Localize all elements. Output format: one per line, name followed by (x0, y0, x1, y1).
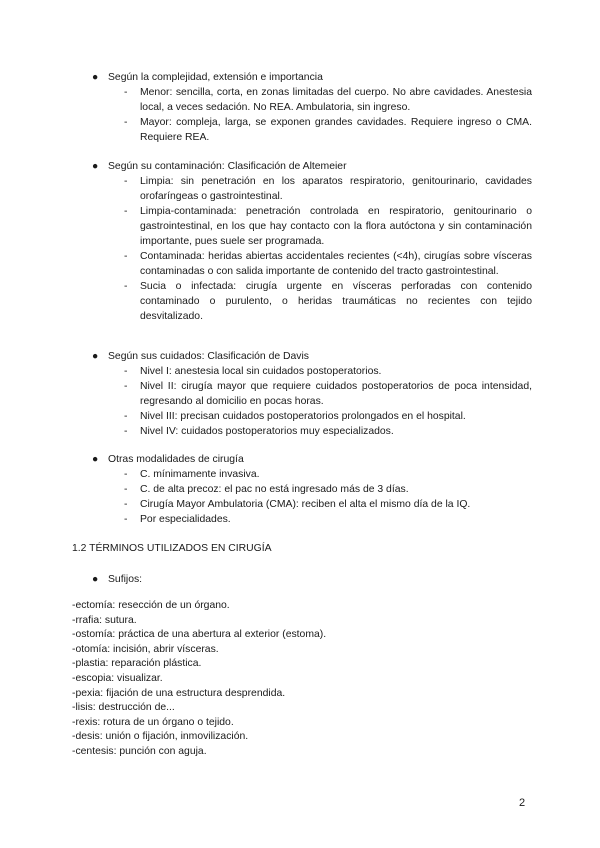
sub-list (92, 85, 532, 145)
list-item: - Por especialidades. (124, 514, 231, 525)
suffix-item: -ostomía: práctica de una abertura al exterior (estoma). (72, 629, 327, 641)
page-number: 2 (519, 797, 526, 809)
list-item: - Nivel III: precisan cuidados postoperatorios prolongados en el hospital. (124, 411, 466, 422)
suffix-item: -centesis: punción con aguja. (72, 745, 207, 757)
section-complejidad (92, 70, 532, 145)
list-item: - C. de alta precoz: el pac no está ingresado más de 3 días. (124, 484, 409, 495)
list-item: - Nivel I: anestesia local sin cuidados postoperatorios. (124, 366, 382, 377)
sub-list (92, 467, 532, 527)
dash-icon: - (124, 176, 128, 187)
suffix-item: -otomía: incisión, abrir vísceras. (72, 643, 219, 655)
section-title: ● Según sus cuidados: Clasificación de Davis (92, 351, 309, 362)
dash-icon: - (124, 514, 128, 525)
dash-icon: - (124, 206, 128, 217)
section-contaminacion (92, 159, 532, 324)
dash-icon: - (124, 499, 128, 510)
list-item: - Limpia: sin penetración en los aparatos respiratorio, genitourinario, cavidades orofaríngeas o gastrointestinal. (124, 176, 532, 202)
dash-icon: - (124, 117, 128, 128)
dash-icon: - (124, 281, 128, 292)
suffix-bullet: ● Sufijos: (92, 574, 143, 585)
list-item: - Sucia o infectada: cirugía urgente en vísceras perforadas con contenido contaminado o purulento, o heridas traumáticas no recientes con tejido desvitalizado. (124, 281, 532, 322)
dash-icon: - (124, 411, 128, 422)
list-item: - Nivel IV: cuidados postoperatorios muy especializados. (124, 426, 394, 437)
list-item: - Nivel II: cirugía mayor que requiere cuidados postoperatorios de poca intensidad, regresando al domicilio en pocas horas. (124, 381, 532, 407)
dash-icon: - (124, 469, 128, 480)
suffix-item: -ectomía: resección de un órgano. (72, 600, 230, 611)
dash-icon: - (124, 366, 128, 377)
suffix-item: -escopia: visualizar. (72, 672, 163, 684)
section-title: ● Otras modalidades de cirugía (92, 454, 244, 465)
sub-list (92, 174, 532, 324)
section-otras-modalidades (92, 452, 532, 527)
dash-icon: - (124, 484, 128, 495)
dash-icon: - (124, 251, 128, 262)
bullet-icon: ● (92, 574, 99, 585)
list-item: - Mayor: compleja, larga, se exponen grandes cavidades. Requiere ingreso o CMA. Requiere REA. (124, 117, 532, 143)
bullet-icon: ● (92, 454, 99, 465)
suffix-item: -rrafia: sutura. (72, 614, 137, 626)
suffix-item: -plastia: reparación plástica. (72, 658, 202, 670)
list-item: - Contaminada: heridas abiertas accidentales recientes (<4h), cirugías sobre vísceras contaminadas o con salida importante de contenido del tracto gastrointestinal. (124, 251, 532, 277)
suffix-item: -rexis: rotura de un órgano o tejido. (72, 716, 234, 728)
section-title: ● Según su contaminación: Clasificación de Altemeier (92, 161, 347, 172)
list-item: - Limpia-contaminada: penetración controlada en respiratorio, genitourinario o gastrointestinal, en los que hay contacto con la flora autóctona y sin contaminación importante, pues suele ser programada. (124, 206, 532, 247)
suffix-item: -pexia: fijación de una estructura desprendida. (72, 687, 286, 699)
suffix-item: -desis: unión o fijación, inmovilización. (72, 731, 249, 743)
suffix-item: -lisis: destrucción de... (72, 702, 175, 714)
bullet-icon: ● (92, 72, 99, 83)
bullet-icon: ● (92, 351, 99, 362)
dash-icon: - (124, 87, 128, 98)
section-cuidados (92, 349, 532, 439)
list-item: - Cirugía Mayor Ambulatoria (CMA): reciben el alta el mismo día de la IQ. (124, 499, 471, 510)
list-item: - C. mínimamente invasiva. (124, 469, 260, 480)
dash-icon: - (124, 381, 128, 392)
dash-icon: - (124, 426, 128, 437)
section-heading: 1.2 TÉRMINOS UTILIZADOS EN CIRUGÍA (72, 543, 272, 554)
list-item: - Menor: sencilla, corta, en zonas limitadas del cuerpo. No abre cavidades. Anestesia local, a veces sedación. No REA. Ambulatoria, sin ingreso. (124, 87, 532, 113)
section-title: ● Según la complejidad, extensión e importancia (92, 72, 323, 83)
sub-list (92, 364, 532, 439)
bullet-icon: ● (92, 161, 99, 172)
suffix-list (72, 598, 532, 759)
